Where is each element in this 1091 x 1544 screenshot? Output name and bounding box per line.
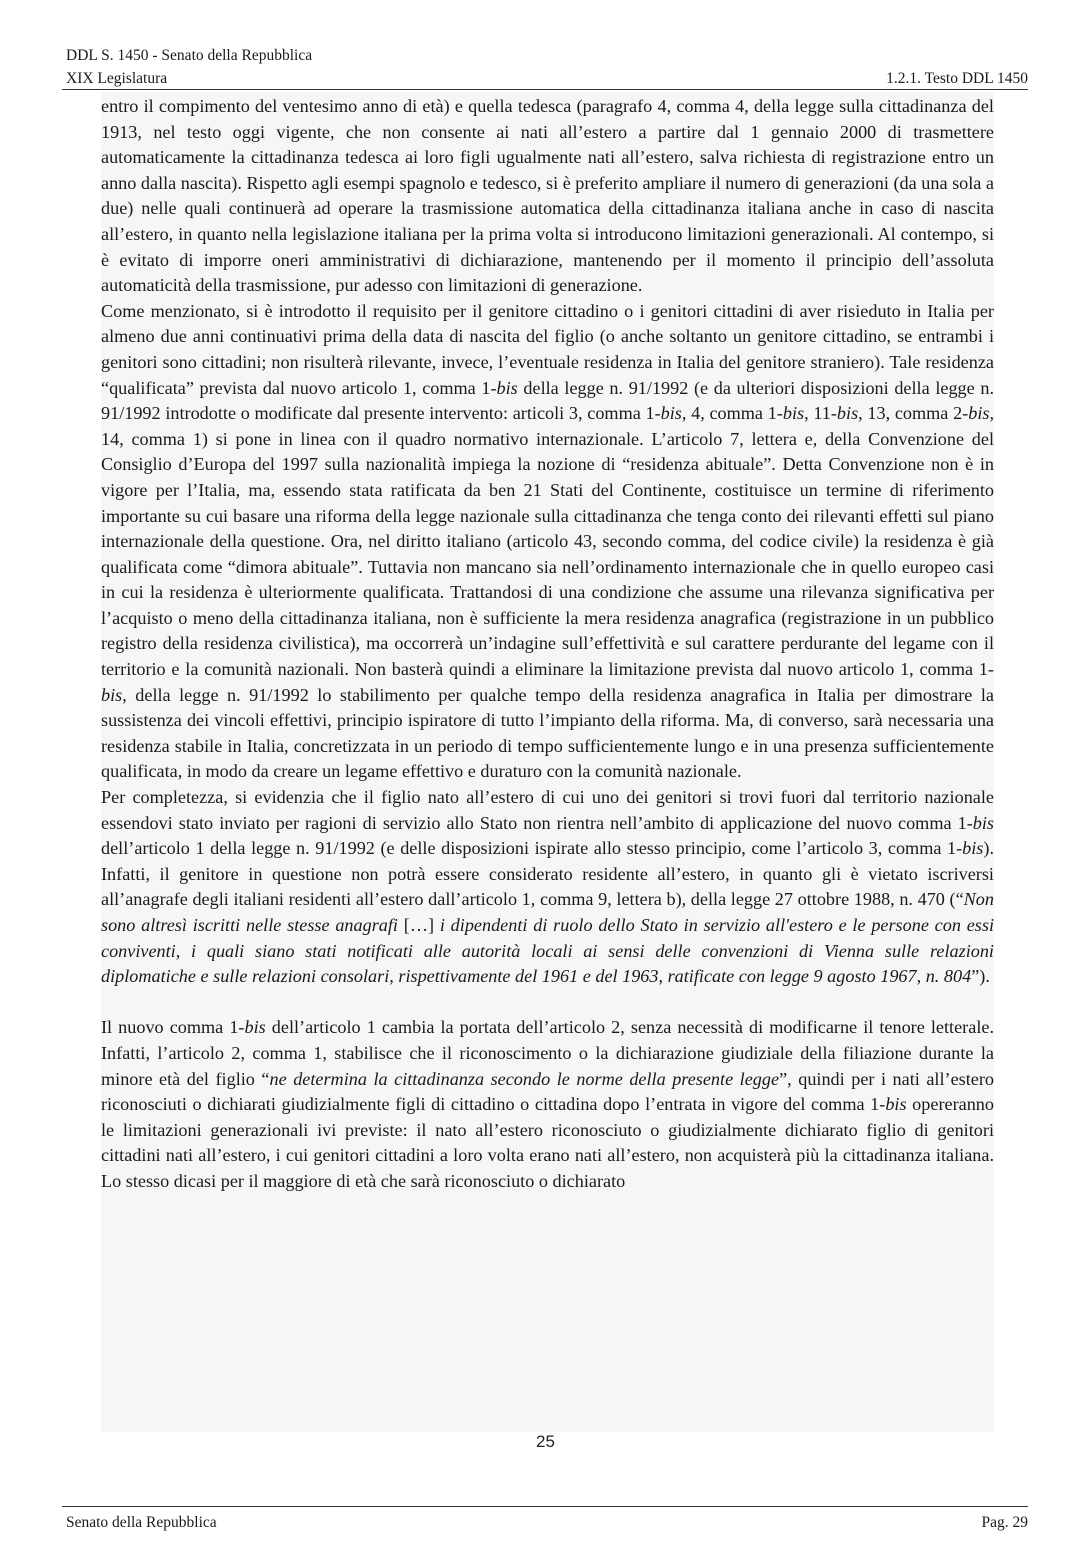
legal-quote: Non sono altresì iscritti nelle stesse anagrafi	[101, 889, 994, 935]
paragraph-3: Per completezza, si evidenzia che il figlio nato all’estero di cui uno dei genitori si trovi fuori dal territorio nazionale essendovi stato inviato per ragioni di servizio allo Stato non rientra nell’ambito di applicazione del nuovo comma 1-bis dell’articolo 1 della legge n. 91/1992 (e delle disposizioni ispirate allo stesso principio, come l’articolo 3, comma 1-bis). Infatti, il genitore in questione non potrà essere considerato residente all’estero, in quanto gli è vietato iscriversi all’anagrafe degli italiani residenti all’estero dall’articolo 1, comma 9, lettera b), della legge 27 ottobre 1988, n. 470 (“Non sono altresì iscritti nelle stesse anagrafi […] i dipendenti di ruolo dello Stato in servizio all'estero e le persone con essi conviventi, i quali siano stati notificati alle autorità locali ai sensi delle convenzioni di Vienna sulle relazioni diplomatiche e sulle relazioni consolari, rispettivamente del 1961 e del 1963, ratificate con legge 9 agosto 1967, n. 804”).	[101, 787, 994, 987]
legal-quote: i dipendenti di ruolo dello Stato in servizio all'estero e le persone con essi conviventi, i quali siano stati notificati alle autorità locali ai sensi delle convenzioni di Vienna sulle relazioni diplomatiche e sulle relazioni consolari, rispettivamente del 1961 e del 1963, ratificate con legge 9 agosto 1967, n. 804	[101, 915, 994, 987]
footer-page-number: Pag. 29	[981, 1514, 1028, 1531]
paragraph-4: Il nuovo comma 1-bis dell’articolo 1 cambia la portata dell’articolo 2, senza necessità di modificarne il tenore letterale. Infatti, l’articolo 2, comma 1, stabilisce che il riconoscimento o la dichiarazione giudiziale della filiazione durante la minore età del figlio “ne determina la cittadinanza secondo le norme della presente legge”, quindi per i nati all’estero riconosciuti o dichiarati giudizialmente figli di cittadino o cittadina dopo l’entrata in vigore del comma 1-bis opereranno le limitazioni generazionali ivi previste: il nato all’estero riconosciuto o giudizialmente dichiarato figlio di genitori cittadini nati all’estero, i cui genitori cittadini a loro volta erano nati all’estero, non acquisterà più la cittadinanza italiana. Lo stesso dicasi per il maggiore di età che sarà riconosciuto o dichiarato	[101, 1017, 994, 1191]
paragraph-1: entro il compimento del ventesimo anno di età) e quella tedesca (paragrafo 4, comma 4, della legge sulla cittadinanza del 1913, nel testo oggi vigente, che non consente ai nati all’estero a partire dal 1 gennaio 2000 di trasmettere automaticamente la cittadinanza tedesca ai loro figli ugualmente nati all’estero, salva richiesta di registrazione entro un anno dalla nascita). Rispetto agli esempi spagnolo e tedesco, si è preferito ampliare il numero di generazioni (da una sola a due) nelle quali continuerà ad operare la trasmissione automatica della cittadinanza italiana anche in caso di nascita all’estero, in quanto nella legislazione italiana per la prima volta si introducono limitazioni generazionali. Al contempo, si è evitato di imporre oneri amministrativi di dichiarazione, mantenendo per il momento il principio dell’assoluta automaticità della trasmissione, pur adesso con limitazioni di generazione.	[101, 96, 994, 296]
paragraph-2: Come menzionato, si è introdotto il requisito per il genitore cittadino o i genitori cittadini di aver risieduto in Italia per almeno due anni continuativi prima della data di nascita del figlio (o anche soltanto un genitore cittadino, se entrambi i genitori sono cittadini; non risulterà rilevante, invece, l’eventuale residenza in Italia del genitore straniero). Tale residenza “qualificata” prevista dal nuovo articolo 1, comma 1-bis della legge n. 91/1992 (e da ulteriori disposizioni della legge n. 91/1992 introdotte o modificate dal presente intervento: articoli 3, comma 1-bis, 4, comma 1-bis, 11-bis, 13, comma 2-bis, 14, comma 1) si pone in linea con il quadro normativo internazionale. L’articolo 7, lettera e, della Convenzione del Consiglio d’Europa del 1997 sulla nazionalità impiega la nozione di “residenza abituale”. Detta Convenzione non è in vigore per l’Italia, ma, essendo stata ratificata da ben 21 Stati del Continente, costituisce un termine di riferimento importante su cui basare una riforma della legge nazionale sulla cittadinanza che tenga conto dei rilevanti effetti sul piano internazionale della questione. Ora, nel diritto italiano (articolo 43, secondo comma, del codice civile) la residenza è già qualificata come “dimora abituale”. Tuttavia non mancano sia nell’ordinamento internazionale che in quello europeo casi in cui la residenza è ulteriormente qualificata. Trattandosi di una condizione che assume una rilevanza significativa per l’acquisto o meno della cittadinanza italiana, non è sufficiente la mera residenza anagrafica (registrazione in un pubblico registro della residenza civilistica), ma occorrerà un’indagine sull’effettività e sul carattere perdurante del legame con il territorio e la comunità nazionali. Non basterà quindi a eliminare la limitazione prevista dal nuovo articolo 1, comma 1-bis, della legge n. 91/1992 lo stabilimento per qualche tempo della residenza anagrafica in Italia per dimostrare la sussistenza dei vincoli effettivi, principio ispiratore di tutto l’impianto della riforma. Ma, di converso, sarà necessaria una residenza stabile in Italia, concretizzata in un periodo di tempo sufficientemente lungo e in una presenza sufficientemente qualificata, in modo da creare un legame effettivo e duraturo con la comunità nazionale.	[101, 300, 995, 782]
body-text	[101, 94, 994, 1195]
header-document-title: DDL S. 1450 - Senato della Repubblica	[66, 47, 313, 64]
header-divider	[62, 89, 1028, 90]
footer-publisher: Senato della Repubblica	[66, 1514, 217, 1531]
inner-page-number: 25	[536, 1432, 555, 1451]
header-legislature: XIX Legislatura	[66, 70, 168, 87]
legal-quote: ne determina la cittadinanza secondo le norme della presente legge	[269, 1068, 780, 1089]
header-section: 1.2.1. Testo DDL 1450	[886, 70, 1028, 87]
footer-divider	[62, 1506, 1028, 1507]
